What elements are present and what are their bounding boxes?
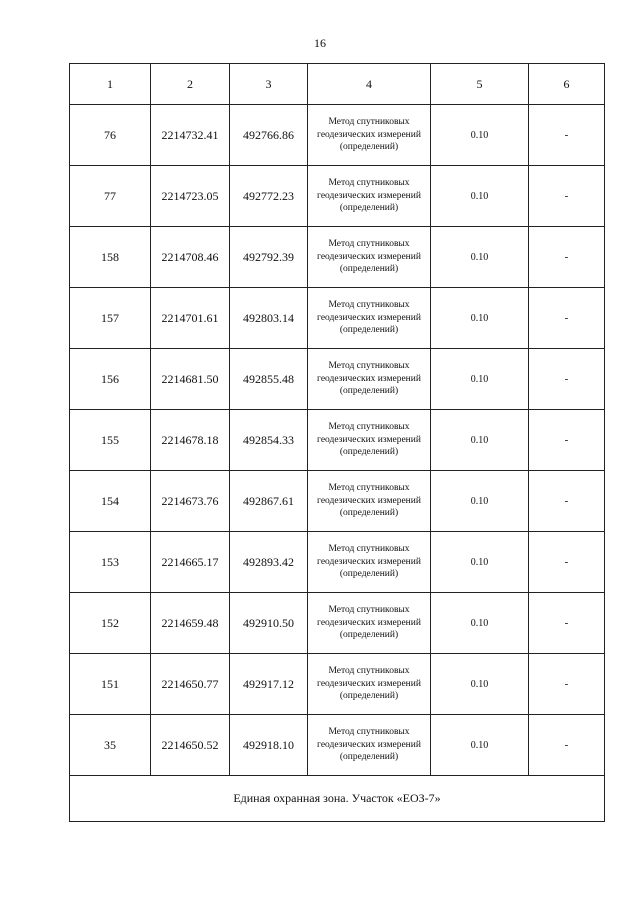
- method-cell: Метод спутниковых геодезических измерений (определений): [308, 532, 431, 593]
- table-row: [70, 410, 605, 471]
- table-row: [70, 715, 605, 776]
- point-number-cell: 35: [70, 715, 151, 776]
- method-cell: Метод спутниковых геодезических измерений (определений): [308, 715, 431, 776]
- table-row: [70, 654, 605, 715]
- x-coordinate-cell: 2214665.17: [151, 532, 230, 593]
- accuracy-cell: 0.10: [431, 410, 529, 471]
- x-coordinate-cell: 2214650.77: [151, 654, 230, 715]
- table-row: [70, 532, 605, 593]
- method-cell: Метод спутниковых геодезических измерений (определений): [308, 593, 431, 654]
- accuracy-cell: 0.10: [431, 654, 529, 715]
- table-row: [70, 349, 605, 410]
- accuracy-cell: 0.10: [431, 166, 529, 227]
- table-row: [70, 105, 605, 166]
- point-number-cell: 154: [70, 471, 151, 532]
- y-coordinate-cell: 492867.61: [230, 471, 308, 532]
- y-coordinate-cell: 492803.14: [230, 288, 308, 349]
- y-coordinate-cell: 492772.23: [230, 166, 308, 227]
- footer-row: [70, 776, 605, 822]
- accuracy-cell: 0.10: [431, 471, 529, 532]
- point-number-cell: 157: [70, 288, 151, 349]
- method-cell: Метод спутниковых геодезических измерений (определений): [308, 410, 431, 471]
- x-coordinate-cell: 2214678.18: [151, 410, 230, 471]
- note-cell: -: [529, 349, 605, 410]
- y-coordinate-cell: 492918.10: [230, 715, 308, 776]
- note-cell: -: [529, 715, 605, 776]
- note-cell: -: [529, 227, 605, 288]
- method-cell: Метод спутниковых геодезических измерений (определений): [308, 654, 431, 715]
- method-cell: Метод спутниковых геодезических измерений (определений): [308, 105, 431, 166]
- y-coordinate-cell: 492854.33: [230, 410, 308, 471]
- method-cell: Метод спутниковых геодезических измерений (определений): [308, 227, 431, 288]
- y-coordinate-cell: 492893.42: [230, 532, 308, 593]
- note-cell: -: [529, 410, 605, 471]
- point-number-cell: 152: [70, 593, 151, 654]
- column-header: 3: [230, 64, 308, 105]
- column-header: 1: [70, 64, 151, 105]
- note-cell: -: [529, 471, 605, 532]
- table-header: [70, 64, 605, 105]
- table-row: [70, 227, 605, 288]
- accuracy-cell: 0.10: [431, 288, 529, 349]
- point-number-cell: 77: [70, 166, 151, 227]
- column-header: 6: [529, 64, 605, 105]
- point-number-cell: 158: [70, 227, 151, 288]
- point-number-cell: 153: [70, 532, 151, 593]
- x-coordinate-cell: 2214659.48: [151, 593, 230, 654]
- point-number-cell: 76: [70, 105, 151, 166]
- table-row: [70, 471, 605, 532]
- y-coordinate-cell: 492910.50: [230, 593, 308, 654]
- note-cell: -: [529, 288, 605, 349]
- y-coordinate-cell: 492766.86: [230, 105, 308, 166]
- y-coordinate-cell: 492792.39: [230, 227, 308, 288]
- point-number-cell: 155: [70, 410, 151, 471]
- accuracy-cell: 0.10: [431, 227, 529, 288]
- point-number-cell: 156: [70, 349, 151, 410]
- note-cell: -: [529, 593, 605, 654]
- method-cell: Метод спутниковых геодезических измерений (определений): [308, 166, 431, 227]
- table-footer: [70, 776, 605, 822]
- x-coordinate-cell: 2214681.50: [151, 349, 230, 410]
- column-header: 4: [308, 64, 431, 105]
- column-header: 5: [431, 64, 529, 105]
- header-row: [70, 64, 605, 105]
- x-coordinate-cell: 2214701.61: [151, 288, 230, 349]
- x-coordinate-cell: 2214732.41: [151, 105, 230, 166]
- accuracy-cell: 0.10: [431, 349, 529, 410]
- table-row: [70, 166, 605, 227]
- accuracy-cell: 0.10: [431, 593, 529, 654]
- method-cell: Метод спутниковых геодезических измерений (определений): [308, 349, 431, 410]
- note-cell: -: [529, 166, 605, 227]
- note-cell: -: [529, 532, 605, 593]
- table-body: [70, 105, 605, 776]
- method-cell: Метод спутниковых геодезических измерений (определений): [308, 471, 431, 532]
- point-number-cell: 151: [70, 654, 151, 715]
- x-coordinate-cell: 2214708.46: [151, 227, 230, 288]
- coordinates-table: [69, 63, 605, 822]
- accuracy-cell: 0.10: [431, 105, 529, 166]
- x-coordinate-cell: 2214673.76: [151, 471, 230, 532]
- y-coordinate-cell: 492855.48: [230, 349, 308, 410]
- table-row: [70, 593, 605, 654]
- y-coordinate-cell: 492917.12: [230, 654, 308, 715]
- page-number: 16: [314, 36, 326, 50]
- x-coordinate-cell: 2214723.05: [151, 166, 230, 227]
- column-header: 2: [151, 64, 230, 105]
- table-row: [70, 288, 605, 349]
- accuracy-cell: 0.10: [431, 532, 529, 593]
- zone-caption: Единая охранная зона. Участок «ЕОЗ-7»: [70, 776, 605, 822]
- accuracy-cell: 0.10: [431, 715, 529, 776]
- x-coordinate-cell: 2214650.52: [151, 715, 230, 776]
- note-cell: -: [529, 105, 605, 166]
- method-cell: Метод спутниковых геодезических измерений (определений): [308, 288, 431, 349]
- note-cell: -: [529, 654, 605, 715]
